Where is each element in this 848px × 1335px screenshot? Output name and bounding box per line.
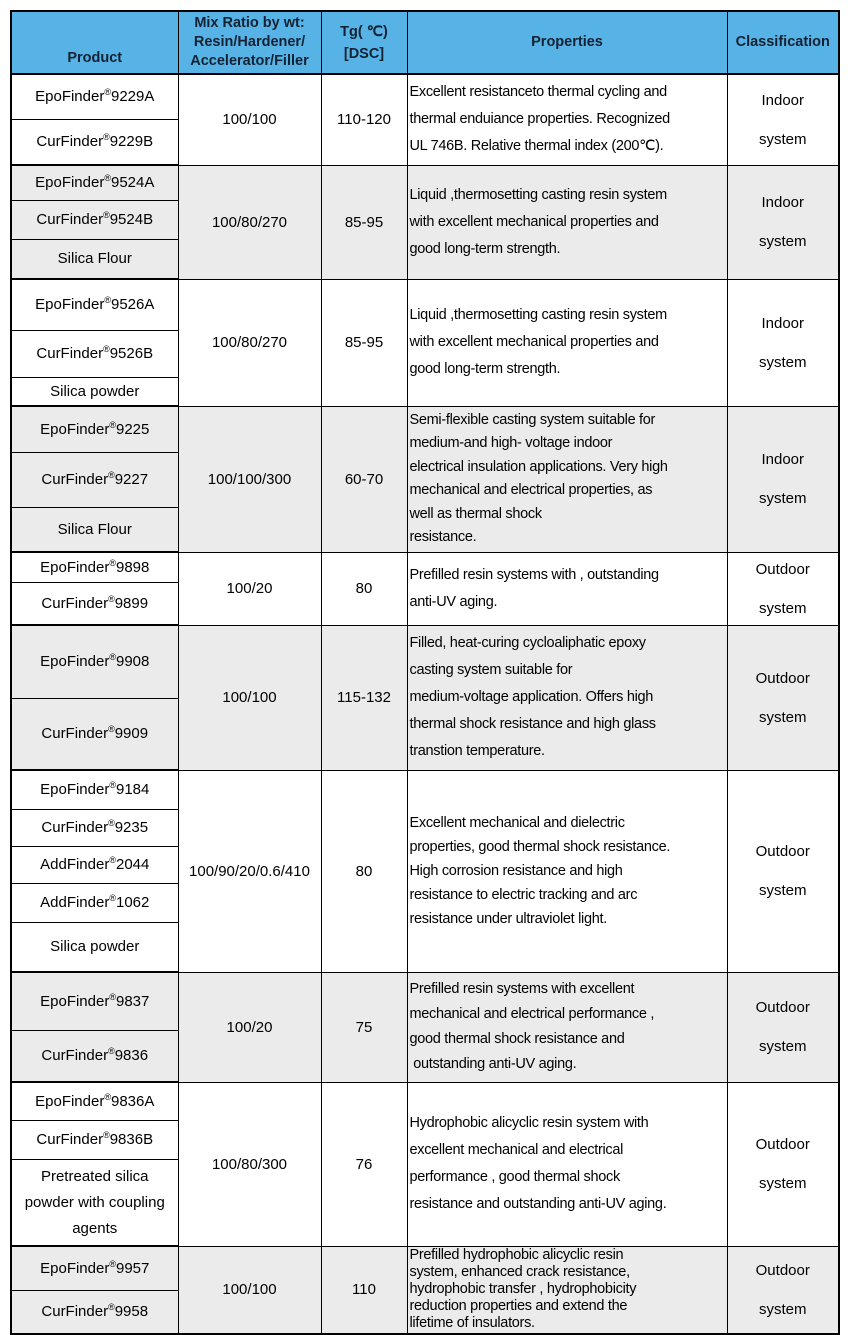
classification-text-line: system bbox=[758, 233, 807, 250]
col-header-product bbox=[11, 11, 178, 74]
product-cell: EpoFinder®9908 bbox=[11, 625, 178, 699]
properties-text-line: mechanical and electrical properties, as bbox=[409, 482, 653, 498]
properties-cell bbox=[407, 972, 727, 1082]
classification-cell bbox=[727, 625, 839, 770]
tg-cell: 80 bbox=[321, 552, 407, 625]
properties-text-line: performance , good thermal shock bbox=[409, 1169, 620, 1185]
registered-trademark-symbol: ® bbox=[109, 893, 116, 903]
product-cell: EpoFinder®9524A bbox=[11, 165, 178, 201]
col-header-line: Classification bbox=[735, 34, 830, 50]
classification-cell bbox=[727, 552, 839, 625]
properties-text-line: casting system suitable for bbox=[409, 662, 573, 678]
registered-trademark-symbol: ® bbox=[103, 1130, 110, 1140]
classification-cell bbox=[727, 972, 839, 1082]
col-header-tg bbox=[321, 11, 407, 74]
col-header-mix bbox=[178, 11, 321, 74]
properties-text-line: Excellent mechanical and dielectric bbox=[409, 815, 625, 831]
table-row bbox=[11, 74, 839, 120]
classification-text-line: system bbox=[758, 1038, 807, 1055]
mix-ratio-cell: 100/100/300 bbox=[178, 406, 321, 552]
properties-cell bbox=[407, 1246, 727, 1334]
product-cell: EpoFinder®9526A bbox=[11, 279, 178, 331]
properties-text-line: good long-term strength. bbox=[409, 361, 561, 377]
header-row bbox=[11, 11, 839, 74]
registered-trademark-symbol: ® bbox=[109, 855, 116, 865]
product-cell: EpoFinder®9898 bbox=[11, 552, 178, 583]
registered-trademark-symbol: ® bbox=[108, 593, 115, 604]
product-cell: Pretreated silica powder with coupling agents bbox=[11, 1160, 178, 1247]
properties-cell bbox=[407, 74, 727, 165]
registered-trademark-symbol: ® bbox=[104, 1091, 111, 1102]
table-row bbox=[11, 165, 839, 201]
tg-cell: 60-70 bbox=[321, 406, 407, 552]
classification-cell bbox=[727, 770, 839, 972]
mix-ratio-cell: 100/100 bbox=[178, 74, 321, 165]
properties-text-line: thermal shock resistance and high glass bbox=[409, 716, 656, 732]
col-header-class bbox=[727, 11, 839, 74]
registered-trademark-symbol: ® bbox=[108, 724, 115, 734]
classification-text-line: Indoor bbox=[761, 194, 805, 211]
properties-text-line: mechanical and electrical performance , bbox=[409, 1006, 655, 1022]
registered-trademark-symbol: ® bbox=[108, 1302, 115, 1312]
product-cell: CurFinder®9958 bbox=[11, 1291, 178, 1335]
mix-ratio-cell: 100/100 bbox=[178, 625, 321, 770]
registered-trademark-symbol: ® bbox=[103, 210, 110, 220]
properties-text-line: Liquid ,thermosetting casting resin system bbox=[409, 307, 667, 323]
col-header-line: [DSC] bbox=[343, 45, 385, 62]
properties-cell bbox=[407, 625, 727, 770]
properties-text-line: well as thermal shock bbox=[409, 505, 542, 522]
classification-text-line: system bbox=[758, 130, 807, 148]
properties-cell bbox=[407, 406, 727, 552]
properties-text-line: with excellent mechanical properties and bbox=[409, 334, 659, 350]
table-header bbox=[11, 11, 839, 74]
properties-cell bbox=[407, 552, 727, 625]
classification-cell bbox=[727, 1082, 839, 1246]
classification-text-line: Outdoor bbox=[755, 999, 810, 1016]
col-header-props bbox=[407, 11, 727, 74]
table-row bbox=[11, 625, 839, 699]
product-cell: CurFinder®9836B bbox=[11, 1121, 178, 1160]
product-cell: CurFinder®9227 bbox=[11, 453, 178, 508]
registered-trademark-symbol: ® bbox=[109, 652, 116, 662]
classification-text-line: system bbox=[758, 353, 807, 371]
product-cell: EpoFinder®9837 bbox=[11, 972, 178, 1031]
product-cell: Silica Flour bbox=[11, 240, 178, 280]
classification-cell bbox=[727, 74, 839, 165]
mix-ratio-cell: 100/90/20/0.6/410 bbox=[178, 770, 321, 972]
classification-text-line: Outdoor bbox=[755, 1136, 810, 1153]
product-cell: CurFinder®9909 bbox=[11, 699, 178, 771]
properties-text-line: Prefilled resin systems with , outstanding bbox=[409, 566, 659, 583]
mix-ratio-cell: 100/80/270 bbox=[178, 279, 321, 406]
registered-trademark-symbol: ® bbox=[104, 173, 111, 183]
registered-trademark-symbol: ® bbox=[103, 132, 110, 142]
product-cell: Silica powder bbox=[11, 378, 178, 407]
properties-cell bbox=[407, 279, 727, 406]
properties-text-line: Filled, heat-curing cycloaliphatic epoxy bbox=[409, 635, 646, 651]
properties-text-line: medium-voltage application. Offers high bbox=[409, 689, 654, 705]
product-cell: CurFinder®9836 bbox=[11, 1031, 178, 1083]
properties-text-line: resistance and outstanding anti-UV aging. bbox=[409, 1196, 667, 1212]
classification-text-line: Outdoor bbox=[755, 560, 810, 578]
properties-cell bbox=[407, 165, 727, 279]
properties-text-line: Excellent resistanceto thermal cycling and bbox=[409, 84, 667, 101]
tg-cell: 85-95 bbox=[321, 165, 407, 279]
properties-text-line: UL 746B. Relative thermal index (200℃). bbox=[409, 138, 664, 155]
properties-text-line: with excellent mechanical properties and bbox=[409, 213, 659, 230]
tg-cell: 115-132 bbox=[321, 625, 407, 770]
table-row bbox=[11, 552, 839, 583]
mix-ratio-cell: 100/20 bbox=[178, 972, 321, 1082]
classification-text-line: system bbox=[758, 599, 807, 617]
table-body bbox=[11, 74, 839, 1334]
properties-text-line: High corrosion resistance and high bbox=[409, 863, 623, 879]
col-header-line: Tg( ℃) bbox=[340, 23, 388, 40]
registered-trademark-symbol: ® bbox=[109, 419, 116, 430]
col-header-line: Accelerator/Filler bbox=[190, 53, 309, 69]
product-cell: CurFinder®9899 bbox=[11, 583, 178, 626]
properties-text-line: hydrophobic transfer , hydrophobicity bbox=[409, 1281, 637, 1298]
product-cell: EpoFinder®9836A bbox=[11, 1082, 178, 1121]
tg-cell: 76 bbox=[321, 1082, 407, 1246]
table-row bbox=[11, 1082, 839, 1121]
product-cell: AddFinder®1062 bbox=[11, 884, 178, 923]
properties-text-line: Hydrophobic alicyclic resin system with bbox=[409, 1115, 649, 1131]
table-row bbox=[11, 279, 839, 331]
properties-text-line: resistance under ultraviolet light. bbox=[409, 911, 607, 927]
properties-text-line: anti-UV aging. bbox=[409, 593, 498, 610]
tg-cell: 75 bbox=[321, 972, 407, 1082]
table-row bbox=[11, 770, 839, 810]
classification-text-line: system bbox=[758, 708, 807, 726]
registered-trademark-symbol: ® bbox=[103, 344, 110, 354]
classification-text-line: system bbox=[758, 1300, 807, 1318]
mix-ratio-cell: 100/80/270 bbox=[178, 165, 321, 279]
tg-cell: 80 bbox=[321, 770, 407, 972]
classification-text-line: Outdoor bbox=[755, 669, 810, 687]
properties-text-line: transtion temperature. bbox=[409, 743, 545, 759]
product-cell: Silica Flour bbox=[11, 508, 178, 553]
properties-text-line: properties, good thermal shock resistance. bbox=[409, 839, 671, 855]
properties-text-line: Liquid ,thermosetting casting resin system bbox=[409, 186, 667, 203]
col-header-line: Properties bbox=[531, 34, 603, 50]
registered-trademark-symbol: ® bbox=[108, 818, 115, 828]
mix-ratio-cell: 100/100 bbox=[178, 1246, 321, 1334]
mix-ratio-cell: 100/80/300 bbox=[178, 1082, 321, 1246]
col-header-line: Resin/Hardener/ bbox=[193, 34, 306, 50]
tg-cell: 110 bbox=[321, 1246, 407, 1334]
classification-text-line: Outdoor bbox=[755, 1261, 810, 1279]
product-cell: EpoFinder®9184 bbox=[11, 770, 178, 810]
classification-text-line: system bbox=[758, 1175, 807, 1192]
classification-cell bbox=[727, 279, 839, 406]
product-cell: AddFinder®2044 bbox=[11, 847, 178, 884]
properties-text-line: electrical insulation applications. Very high bbox=[409, 458, 668, 475]
classification-cell bbox=[727, 165, 839, 279]
properties-cell bbox=[407, 1082, 727, 1246]
registered-trademark-symbol: ® bbox=[104, 87, 111, 97]
product-cell: EpoFinder®9957 bbox=[11, 1246, 178, 1291]
product-cell: CurFinder®9235 bbox=[11, 810, 178, 847]
classification-text-line: Indoor bbox=[761, 451, 805, 468]
registered-trademark-symbol: ® bbox=[109, 780, 116, 790]
properties-text-line: lifetime of insulators. bbox=[409, 1315, 535, 1332]
table-row bbox=[11, 406, 839, 453]
product-cell: EpoFinder®9225 bbox=[11, 406, 178, 453]
classification-text-line: Outdoor bbox=[755, 843, 810, 860]
registered-trademark-symbol: ® bbox=[108, 1046, 115, 1056]
table-row bbox=[11, 972, 839, 1031]
properties-text-line: outstanding anti-UV aging. bbox=[409, 1056, 577, 1072]
classification-text-line: Indoor bbox=[761, 314, 805, 332]
registered-trademark-symbol: ® bbox=[108, 470, 115, 480]
product-cell: EpoFinder®9229A bbox=[11, 74, 178, 120]
mix-ratio-cell: 100/20 bbox=[178, 552, 321, 625]
registered-trademark-symbol: ® bbox=[109, 991, 116, 1002]
properties-cell bbox=[407, 770, 727, 972]
table-row bbox=[11, 1246, 839, 1291]
tg-cell: 85-95 bbox=[321, 279, 407, 406]
properties-text-line: resistance. bbox=[409, 529, 477, 545]
properties-text-line: good thermal shock resistance and bbox=[409, 1031, 625, 1047]
properties-text-line: thermal enduiance properties. Recognized bbox=[409, 111, 670, 128]
product-spec-table bbox=[10, 10, 840, 1335]
properties-text-line: resistance to electric tracking and arc bbox=[409, 887, 638, 903]
product-cell: CurFinder®9524B bbox=[11, 201, 178, 240]
classification-text-line: system bbox=[758, 882, 807, 899]
classification-text-line: Indoor bbox=[761, 91, 805, 109]
properties-text-line: good long-term strength. bbox=[409, 240, 561, 257]
product-cell: CurFinder®9229B bbox=[11, 120, 178, 166]
tg-cell: 110-120 bbox=[321, 74, 407, 165]
properties-text-line: medium-and high- voltage indoor bbox=[409, 435, 613, 451]
properties-text-line: Prefilled hydrophobic alicyclic resin bbox=[409, 1247, 624, 1264]
classification-cell bbox=[727, 406, 839, 552]
properties-text-line: Semi-flexible casting system suitable for bbox=[409, 411, 656, 428]
col-header-line: Mix Ratio by wt: bbox=[194, 15, 305, 31]
properties-text-line: system, enhanced crack resistance, bbox=[409, 1264, 630, 1281]
classification-cell bbox=[727, 1246, 839, 1334]
properties-text-line: Prefilled resin systems with excellent bbox=[409, 981, 635, 997]
registered-trademark-symbol: ® bbox=[109, 557, 116, 568]
properties-text-line: reduction properties and extend the bbox=[409, 1298, 628, 1315]
registered-trademark-symbol: ® bbox=[104, 295, 111, 305]
product-cell: CurFinder®9526B bbox=[11, 331, 178, 378]
properties-text-line: excellent mechanical and electrical bbox=[409, 1142, 624, 1158]
col-header-line: Product bbox=[67, 50, 123, 66]
product-cell: Silica powder bbox=[11, 923, 178, 973]
registered-trademark-symbol: ® bbox=[109, 1258, 116, 1269]
classification-text-line: system bbox=[758, 490, 807, 507]
